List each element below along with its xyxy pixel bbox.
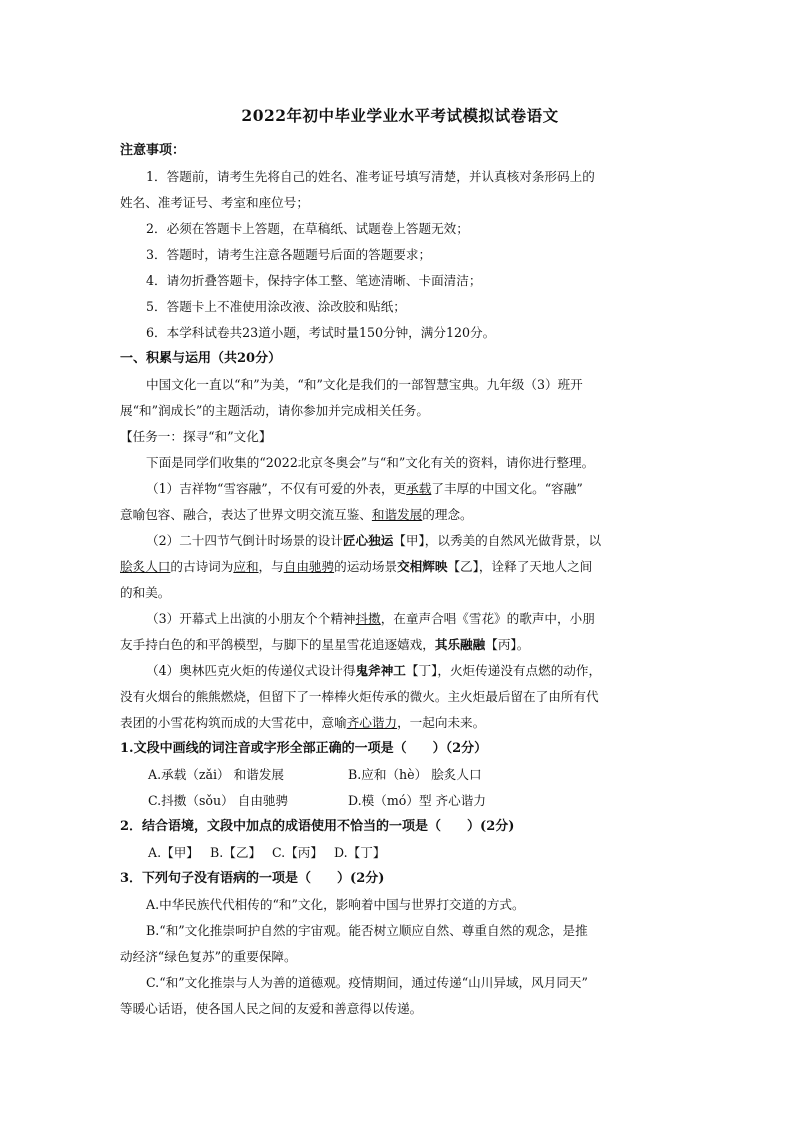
option-c-cont: 等暖心话语，使各国人民之间的友爱和善意得以传递。 bbox=[120, 1001, 423, 1016]
option-b[interactable]: B.“和”文化推崇呵护自然的宇宙观。能否树立顺应自然、尊重自然的观念，是推 bbox=[146, 923, 588, 938]
dotted-idiom: 交相辉映 bbox=[397, 559, 448, 574]
underlined-word: 承载 bbox=[406, 481, 432, 496]
text: 【乙】，诠释了天地人之间 bbox=[447, 559, 593, 574]
paragraph-4 bbox=[120, 658, 680, 684]
text: （4）奥林匹克火炬的传递仪式设计得 bbox=[146, 663, 356, 678]
text: （2）二十四节气倒计时场景的设计 bbox=[146, 533, 343, 548]
option-b-cont: 动经济“绿色复苏”的重要保障。 bbox=[120, 949, 297, 964]
notice-item: 4．请勿折叠答题卡，保持字体工整、笔迹清晰、卡面清洁； bbox=[146, 273, 482, 288]
option-c[interactable]: C.“和”文化推崇与人为善的道德观。疫情期间，通过传递“山川异域，风月同天” bbox=[146, 975, 588, 990]
dotted-idiom: 匠心独运 bbox=[342, 533, 394, 548]
paragraph-3-line2 bbox=[120, 632, 680, 658]
text: 了丰厚的中国文化。“容融” bbox=[431, 481, 583, 496]
text: ，一起向未来。 bbox=[397, 715, 486, 730]
exam-page bbox=[120, 98, 680, 1022]
text: （1）吉祥物“雪容融”，不仅有可爱的外表，更 bbox=[146, 481, 407, 496]
notice-item: 姓名、准考证号、考室和座位号； bbox=[120, 195, 309, 210]
option-b[interactable]: B.【乙】 bbox=[210, 845, 262, 860]
question-1-options-row2 bbox=[120, 788, 680, 814]
underlined-word: 自由驰骋 bbox=[283, 559, 335, 574]
option-d[interactable]: D.【丁】 bbox=[334, 845, 386, 860]
text: （3）开幕式上出演的小朋友个个精神 bbox=[146, 611, 356, 626]
paragraph-3 bbox=[120, 606, 680, 632]
notice-item: 5．答题卡上不准使用涂改液、涂改胶和贴纸； bbox=[146, 299, 406, 314]
notice-heading: 注意事项： bbox=[120, 143, 186, 158]
question-3-stem: 3．下列句子没有语病的一项是（ ）(2分) bbox=[120, 871, 385, 886]
paragraph-1-line2 bbox=[120, 502, 680, 528]
question-1-options-row1 bbox=[120, 762, 680, 788]
option-c[interactable]: C.抖擞（sǒu） 自由驰骋 bbox=[148, 793, 289, 808]
paragraph-2 bbox=[120, 528, 680, 554]
section-intro: 展“和”润成长”的主题活动，请你参加并完成相关任务。 bbox=[120, 403, 429, 418]
text: 的理念。 bbox=[422, 507, 473, 522]
question-2-stem: 2．结合语境，文段中加点的成语使用不恰当的一项是（ ）(2分) bbox=[120, 819, 515, 834]
section-heading: 一、积累与运用（共20分） bbox=[120, 351, 282, 366]
underlined-word: 齐心谐力 bbox=[346, 715, 398, 730]
option-c[interactable]: C.【丙】 bbox=[272, 845, 323, 860]
notice-item: 2．必须在答题卡上答题，在草稿纸、试题卷上答题无效； bbox=[146, 221, 469, 236]
option-d[interactable]: D.模（mó）型 齐心谐力 bbox=[348, 793, 486, 808]
text: ，在童声合唱《雪花》的歌声中，小朋 bbox=[380, 611, 595, 626]
text: 【丁】，火炬传递没有点燃的动作， bbox=[405, 663, 602, 678]
paragraph-2-line3: 的和美。 bbox=[120, 585, 171, 600]
paragraph-2-line2 bbox=[120, 554, 680, 580]
underlined-word: 和谐发展 bbox=[371, 507, 423, 522]
text: 的运动场景 bbox=[334, 559, 398, 574]
question-2-options bbox=[120, 840, 680, 866]
text: 友手持白色的和平鸽模型，与脚下的星星雪花追逐嬉戏， bbox=[120, 637, 435, 652]
paragraph-4-line2: 没有火烟台的熊熊燃烧，但留下了一棒棒火炬传承的微火。主火炬最后留在了由所有代 bbox=[120, 689, 599, 704]
option-a[interactable]: A.【甲】 bbox=[148, 845, 199, 860]
section-intro: 中国文化一直以“和”为美，“和”文化是我们的一部智慧宝典。九年级（3）班开 bbox=[146, 377, 583, 392]
task-intro: 下面是同学们收集的“2022北京冬奥会”与“和”文化有关的资料，请你进行整理。 bbox=[146, 455, 595, 470]
notice-item: 3．答题时，请考生注意各题题号后面的答题要求； bbox=[146, 247, 432, 262]
text: ，与 bbox=[258, 559, 284, 574]
text: 表团的小雪花构筑而成的大雪花中，意喻 bbox=[120, 715, 347, 730]
notice-item: 1．答题前，请考生先将自己的姓名、准考证号填写清楚，并认真核对条形码上的 bbox=[146, 169, 595, 184]
option-a[interactable]: A.中华民族代代相传的“和”文化，影响着中国与世界打交道的方式。 bbox=[146, 897, 525, 912]
dotted-idiom: 其乐融融 bbox=[434, 637, 486, 652]
notice-item: 6．本学科试卷共23道小题，考试时量150分钟，满分120分。 bbox=[146, 325, 496, 340]
text: 的古诗词为 bbox=[170, 559, 234, 574]
paragraph-4-line3 bbox=[120, 710, 680, 736]
underlined-word: 应和 bbox=[233, 559, 259, 574]
paragraph-1 bbox=[120, 476, 680, 502]
text: 【丙】。 bbox=[485, 637, 530, 652]
text: 意喻包容、融合，表达了世界文明交流互鉴、 bbox=[120, 507, 372, 522]
underlined-word: 抖擞 bbox=[355, 611, 381, 626]
dotted-idiom: 鬼斧神工 bbox=[355, 663, 406, 678]
question-1-stem: 1.文段中画线的词注音或字形全部正确的一项是（ ）（2分） bbox=[120, 741, 488, 756]
option-b[interactable]: B.应和（hè） 脍炙人口 bbox=[348, 767, 482, 782]
page-title: 2022年初中毕业学业水平考试模拟试卷语文 bbox=[241, 106, 559, 125]
task-heading: 【任务一：探寻“和”文化】 bbox=[120, 429, 272, 444]
underlined-word: 脍炙人口 bbox=[120, 559, 171, 574]
text: 【甲】，以秀美的自然风光做背景，以 bbox=[393, 533, 602, 548]
option-a[interactable]: A.承载（zǎi） 和谐发展 bbox=[148, 767, 285, 782]
